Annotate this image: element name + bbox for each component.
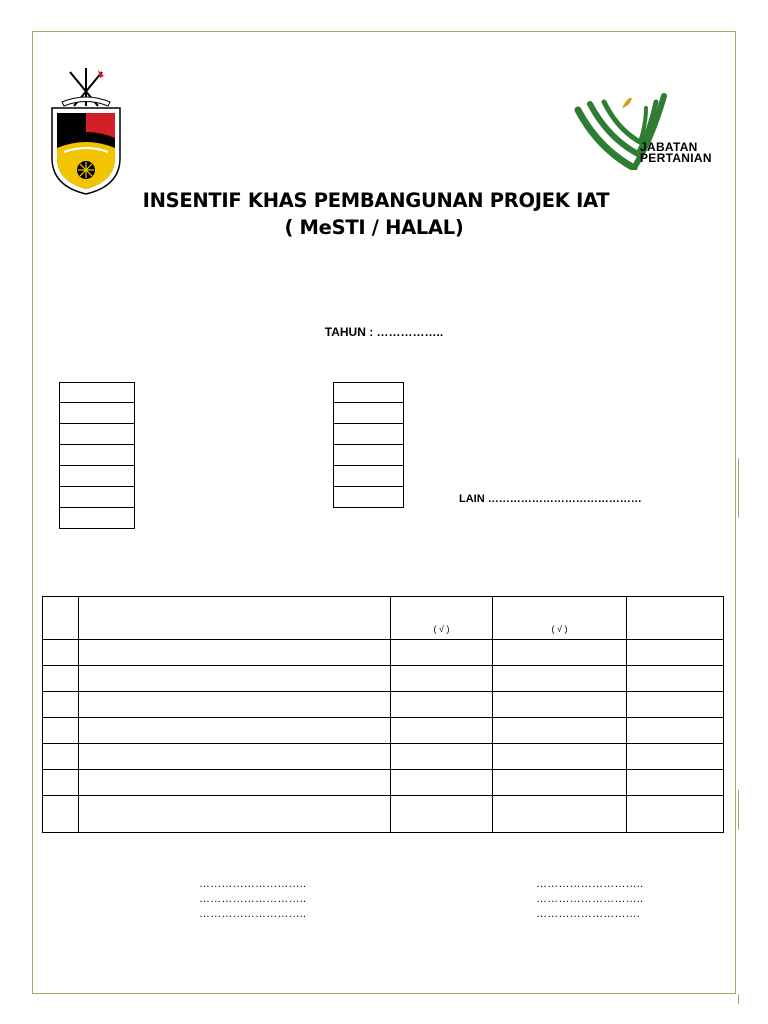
table-cell[interactable] (43, 692, 79, 718)
state-crest-logo (48, 66, 124, 196)
table-cell[interactable] (627, 666, 724, 692)
table-header-row (43, 597, 724, 640)
signature-line: ……………………….. (536, 878, 644, 890)
table-row (43, 718, 724, 744)
table-cell[interactable] (79, 718, 391, 744)
table-cell[interactable] (79, 744, 391, 770)
page-border (32, 31, 736, 994)
checkbox-cell[interactable] (59, 445, 135, 466)
checkbox-cell[interactable] (59, 424, 135, 445)
edge-mark (738, 790, 739, 830)
checkbox-column-left (59, 382, 135, 529)
checkbox-cell[interactable] (59, 382, 135, 403)
tahun-field: TAHUN : …………….. (324, 325, 444, 339)
table-cell[interactable] (79, 796, 391, 833)
signature-line: ……………………….. (199, 878, 307, 890)
tick-mark-label: ( √ ) (433, 624, 450, 634)
table-cell[interactable] (43, 770, 79, 796)
table-cell[interactable] (493, 666, 627, 692)
table-cell[interactable] (493, 796, 627, 833)
table-cell[interactable] (391, 692, 493, 718)
lain-field: LAIN …………………………………… (459, 493, 642, 505)
project-table (42, 596, 724, 833)
table-row (43, 666, 724, 692)
checkbox-cell[interactable] (333, 424, 404, 445)
agency-name-line1: JABATAN (640, 140, 698, 154)
table-row (43, 692, 724, 718)
header-cell (391, 597, 493, 640)
signature-line: ……………………….. (536, 893, 644, 905)
table-cell[interactable] (493, 770, 627, 796)
table-cell[interactable] (79, 666, 391, 692)
form-subtitle: ( MeSTI / HALAL) (284, 216, 464, 239)
table-cell[interactable] (493, 692, 627, 718)
signature-block-left (199, 877, 306, 922)
table-row (43, 744, 724, 770)
table-cell[interactable] (391, 796, 493, 833)
checkbox-cell[interactable] (59, 403, 135, 424)
table-cell[interactable] (391, 770, 493, 796)
table-cell[interactable] (391, 640, 493, 666)
table-cell[interactable] (493, 718, 627, 744)
checkbox-cell[interactable] (59, 466, 135, 487)
signature-line: ……………………….. (199, 908, 307, 920)
edge-mark (738, 458, 739, 518)
header-cell (493, 597, 627, 640)
table-cell[interactable] (627, 770, 724, 796)
table-cell[interactable] (493, 744, 627, 770)
signature-line: ……………………….. (199, 893, 307, 905)
table-row (43, 796, 724, 833)
checkbox-cell[interactable] (333, 445, 404, 466)
checkbox-cell[interactable] (59, 487, 135, 508)
signature-line: ………………………. (536, 908, 641, 920)
checkbox-cell[interactable] (333, 487, 404, 508)
table-cell[interactable] (391, 718, 493, 744)
table-cell[interactable] (627, 718, 724, 744)
table-cell[interactable] (79, 640, 391, 666)
table-cell[interactable] (493, 640, 627, 666)
form-title: INSENTIF KHAS PEMBANGUNAN PROJEK IAT (142, 189, 610, 212)
tick-mark-label: ( √ ) (551, 624, 568, 634)
checkbox-cell[interactable] (333, 382, 404, 403)
table-cell[interactable] (391, 666, 493, 692)
agency-name-line2: PERTANIAN (640, 151, 712, 165)
table-cell[interactable] (627, 640, 724, 666)
header-cell (43, 597, 79, 640)
checkbox-cell[interactable] (59, 508, 135, 529)
table-cell[interactable] (43, 796, 79, 833)
table-cell[interactable] (79, 692, 391, 718)
table-cell[interactable] (43, 666, 79, 692)
table-cell[interactable] (43, 718, 79, 744)
checkbox-column-middle (333, 382, 404, 508)
agency-name (640, 142, 712, 164)
header-cell (79, 597, 391, 640)
header-cell (627, 597, 724, 640)
signature-block-right (536, 877, 643, 922)
table-cell[interactable] (627, 796, 724, 833)
table-row (43, 770, 724, 796)
table-cell[interactable] (627, 744, 724, 770)
table-cell[interactable] (43, 640, 79, 666)
edge-mark (738, 994, 739, 1004)
checkbox-cell[interactable] (333, 403, 404, 424)
table-cell[interactable] (391, 744, 493, 770)
table-cell[interactable] (627, 692, 724, 718)
checkbox-cell[interactable] (333, 466, 404, 487)
table-cell[interactable] (43, 744, 79, 770)
table-cell[interactable] (79, 770, 391, 796)
table-row (43, 640, 724, 666)
